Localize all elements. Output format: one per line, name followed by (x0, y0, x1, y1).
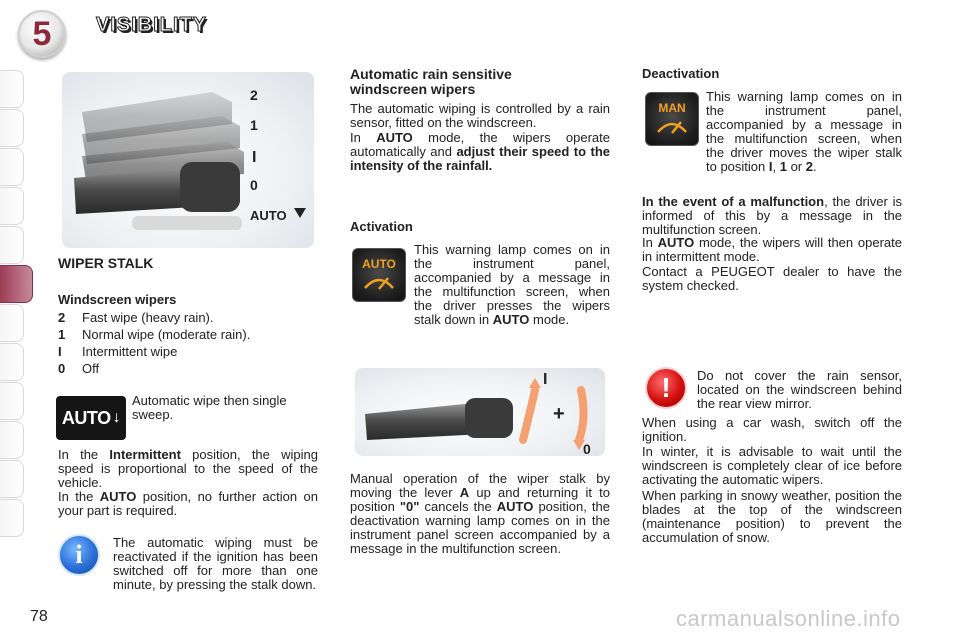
wiper-stalk-illustration (62, 72, 314, 248)
position-label-intermittent: I (543, 371, 548, 388)
text-bold: AUTO (657, 235, 695, 250)
text-bold: adjust their speed to the intensity of the rainfall. (350, 144, 610, 173)
car-wash-paragraph: When using a car wash, switch off the ignition. (642, 415, 902, 444)
chapter-tab[interactable] (0, 499, 24, 537)
chapter-tabs (0, 70, 34, 538)
activation-description (414, 243, 610, 327)
text-bold: I (768, 159, 773, 174)
manual-stalk-drawing (355, 368, 605, 456)
text-bold: AUTO (496, 499, 534, 514)
position-label-2: 2 (250, 87, 258, 103)
text: mode. (529, 312, 570, 327)
deactivation-description (706, 90, 902, 174)
chapter-number: 5 (32, 15, 52, 53)
position-label-1: 1 (250, 117, 258, 133)
manual-operation-paragraph (350, 472, 610, 556)
chapter-tab[interactable] (0, 109, 24, 147)
page-number: 78 (30, 608, 48, 625)
auto-paragraph (58, 490, 318, 518)
rain-sensor-intro: The automatic wiping is controlled by a rain sensor, fitted on the windscreen. (350, 101, 610, 130)
list-item (58, 362, 318, 376)
auto-wipe-description: Automatic wipe then single sweep. (132, 393, 287, 422)
position-label-off: 0 (583, 441, 591, 456)
deactivation-title: Deactivation (642, 66, 720, 81)
intermittent-mode-paragraph (642, 236, 902, 264)
list-item-key: 1 (58, 327, 66, 342)
rain-sensor-warning: Do not cover the rain sensor, located on the windscreen behind the rear view mirror. (697, 368, 902, 411)
windscreen-wipers-subtitle: Windscreen wipers (58, 292, 177, 307)
info-note: The automatic wiping must be reactivated if the ignition has been switched off for more than one minute, by pressing the stalk down. (113, 535, 318, 592)
text-bold: AUTO (492, 312, 530, 327)
list-item (58, 311, 318, 325)
list-item (58, 345, 318, 359)
text: In the (58, 489, 100, 504)
text: mode, the wipers operate automatically and (350, 130, 610, 159)
wiper-stalk-drawing (62, 72, 314, 248)
auto-warning-lamp (352, 248, 406, 302)
manual-operation-illustration (355, 368, 605, 456)
contact-dealer-paragraph: Contact a PEUGEOT dealer to have the system checked. (642, 264, 902, 293)
list-item-desc: Normal wipe (moderate rain). (82, 327, 251, 342)
arrow-up-icon (523, 390, 535, 440)
warning-icon: ! (645, 367, 687, 409)
position-label-off: 0 (250, 177, 258, 193)
activation-title: Activation (350, 219, 413, 234)
man-lamp-label: MAN (658, 101, 686, 115)
wiper-positions-list (58, 311, 318, 376)
text: This warning lamp comes on in the instrument panel, accompanied by a message in the multifunction screen, when the driver moves the wiper stalk to position (706, 89, 902, 174)
list-item-key: I (58, 344, 62, 359)
chapter-tab[interactable] (0, 187, 24, 225)
arrow-down-icon: ↓ (112, 409, 121, 426)
list-item-desc: Fast wipe (heavy rain). (82, 310, 214, 325)
winter-paragraph: In winter, it is advisable to wait until the windscreen is completely clear of ice before activating the automatic wipers. (642, 444, 902, 487)
text: . (813, 159, 817, 174)
text: In (350, 130, 377, 145)
list-item-desc: Intermittent wipe (82, 344, 178, 359)
wiper-icon (362, 270, 396, 292)
arrow-down-icon (294, 208, 306, 218)
watermark: carmanualsonline.info (676, 606, 901, 631)
chapter-tab[interactable] (0, 226, 24, 264)
list-item (58, 328, 318, 342)
chapter-tab[interactable] (0, 148, 24, 186)
text: position, no further action on your part is required. (58, 489, 318, 518)
list-item-desc: Off (82, 361, 100, 376)
page-title: VISIBILITY (96, 14, 208, 36)
chapter-tab-active[interactable] (0, 265, 33, 303)
text: Manual operation of the wiper stalk by moving the lever (350, 471, 610, 500)
chapter-tab[interactable] (0, 343, 24, 381)
text-bold: A (459, 485, 470, 500)
text-bold: "0" (399, 499, 420, 514)
position-label-auto: AUTO (250, 208, 287, 223)
chapter-tab[interactable] (0, 421, 24, 459)
text: This warning lamp comes on in the instrument panel, accompanied by a message in the multifunction screen, when the driver presses the wipers stalk down in (414, 242, 610, 327)
malfunction-paragraph (642, 195, 902, 237)
text: position, the wiping speed is proportional to the speed of the vehicle. (58, 447, 318, 490)
text-bold: AUTO (376, 130, 413, 145)
list-item-key: 2 (58, 310, 66, 325)
chapter-number-badge (18, 10, 66, 58)
text-bold: In the event of a malfunction (642, 194, 825, 209)
chapter-tab[interactable] (0, 304, 24, 342)
auto-symbol (56, 396, 126, 440)
text-bold: 1 (779, 159, 787, 174)
info-icon: i (58, 534, 100, 576)
text: cancels the (419, 499, 497, 514)
snow-parking-paragraph: When parking in snowy weather, position the blades at the top of the windscreen (maintenance position) to prevent the accumulation of snow. (642, 488, 902, 545)
text: up and returning it to position (350, 485, 610, 514)
arrow-down-icon (579, 390, 584, 440)
text: In the (58, 447, 110, 462)
plus-icon: + (553, 403, 565, 425)
rain-sensor-title: Automatic rain sensitive windscreen wipers (350, 66, 512, 97)
chapter-tab[interactable] (0, 70, 24, 108)
wiper-icon (655, 114, 689, 136)
intermittent-paragraph (58, 448, 318, 490)
text: In (642, 235, 658, 250)
text: mode, the wipers will then operate in intermittent mode. (642, 235, 902, 264)
text-bold: AUTO (99, 489, 137, 504)
auto-lamp-label: AUTO (362, 257, 396, 271)
auto-mode-paragraph (350, 131, 610, 173)
wiper-stalk-title: WIPER STALK (58, 255, 154, 271)
auto-symbol-label: AUTO (61, 408, 111, 428)
list-item-key: 0 (58, 361, 66, 376)
text: position, the deactivation warning lamp comes on in the instrument panel screen accompanied by a message in the multifunction screen. (350, 499, 611, 556)
text-bold: 2 (805, 159, 813, 174)
chapter-tab[interactable] (0, 460, 24, 498)
position-label-intermittent: I (252, 149, 257, 166)
text: , (772, 159, 780, 174)
text: or (786, 159, 806, 174)
man-warning-lamp (645, 92, 699, 146)
text: , the driver is informed of this by a message in the multifunction screen. (642, 194, 902, 237)
text-bold: Intermittent (109, 447, 181, 462)
chapter-tab[interactable] (0, 382, 24, 420)
